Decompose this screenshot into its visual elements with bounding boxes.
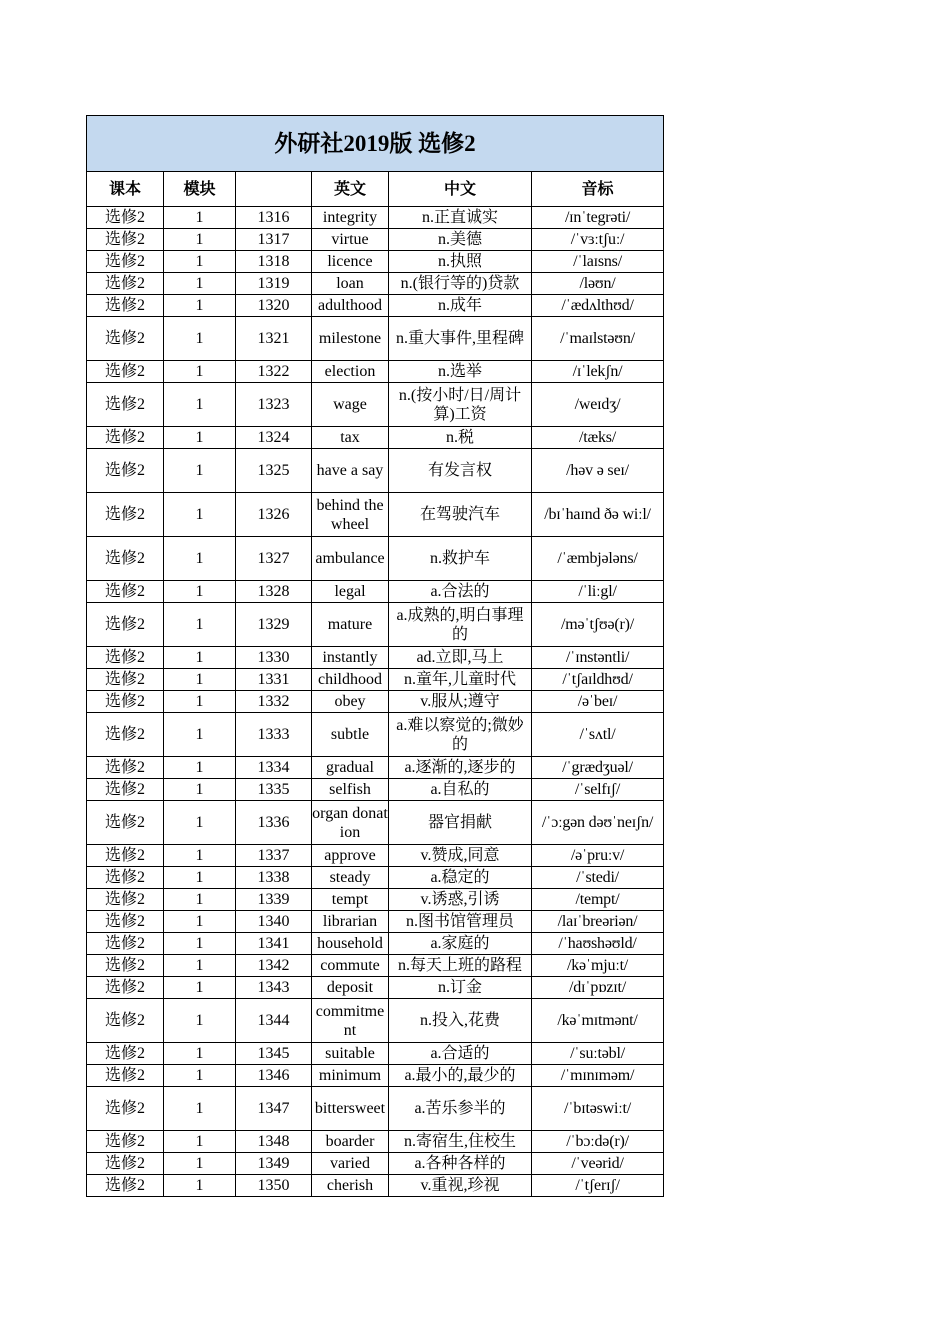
cell-phonetic: /ˈtʃaɪldhʊd/ [532, 669, 664, 691]
cell-english: instantly [312, 647, 389, 669]
table-row [87, 845, 664, 867]
cell-number: 1336 [236, 801, 312, 845]
cell-chinese: a.苦乐参半的 [389, 1087, 532, 1131]
cell-module: 1 [164, 1153, 236, 1175]
table-row [87, 1153, 664, 1175]
table-row [87, 1065, 664, 1087]
cell-number: 1334 [236, 757, 312, 779]
cell-chinese: n.税 [389, 427, 532, 449]
cell-book: 选修2 [87, 757, 164, 779]
header-chinese: 中文 [389, 172, 532, 207]
cell-phonetic: /əˈbeɪ/ [532, 691, 664, 713]
cell-phonetic: /ˈlaɪsns/ [532, 251, 664, 273]
cell-phonetic: /ˈbɔːdə(r)/ [532, 1131, 664, 1153]
cell-english: subtle [312, 713, 389, 757]
cell-phonetic: /ˈɔːgən dəʊˈneɪʃn/ [532, 801, 664, 845]
cell-english: childhood [312, 669, 389, 691]
table-row [87, 999, 664, 1043]
cell-book: 选修2 [87, 647, 164, 669]
cell-english: approve [312, 845, 389, 867]
cell-book: 选修2 [87, 779, 164, 801]
cell-book: 选修2 [87, 317, 164, 361]
cell-book: 选修2 [87, 229, 164, 251]
cell-phonetic: /laɪˈbreəriən/ [532, 911, 664, 933]
cell-english: varied [312, 1153, 389, 1175]
cell-english: legal [312, 581, 389, 603]
cell-module: 1 [164, 1065, 236, 1087]
cell-number: 1339 [236, 889, 312, 911]
cell-phonetic: /kəˈmjuːt/ [532, 955, 664, 977]
cell-phonetic: /ˈɪnstəntli/ [532, 647, 664, 669]
table-row [87, 867, 664, 889]
cell-phonetic: /tempt/ [532, 889, 664, 911]
cell-chinese: n.美德 [389, 229, 532, 251]
cell-english: commitment [312, 999, 389, 1043]
table-row [87, 757, 664, 779]
cell-chinese: n.重大事件,里程碑 [389, 317, 532, 361]
cell-number: 1341 [236, 933, 312, 955]
cell-number: 1317 [236, 229, 312, 251]
cell-english: steady [312, 867, 389, 889]
cell-number: 1346 [236, 1065, 312, 1087]
table-row [87, 603, 664, 647]
vocab-table [86, 115, 664, 1197]
cell-module: 1 [164, 1131, 236, 1153]
cell-chinese: ad.立即,马上 [389, 647, 532, 669]
cell-chinese: a.家庭的 [389, 933, 532, 955]
cell-chinese: 在驾驶汽车 [389, 493, 532, 537]
cell-number: 1322 [236, 361, 312, 383]
table-row [87, 449, 664, 493]
cell-english: obey [312, 691, 389, 713]
cell-english: librarian [312, 911, 389, 933]
cell-english: adulthood [312, 295, 389, 317]
table-row [87, 1043, 664, 1065]
cell-number: 1329 [236, 603, 312, 647]
cell-phonetic: /ˈveərid/ [532, 1153, 664, 1175]
cell-phonetic: /ɪˈlekʃn/ [532, 361, 664, 383]
cell-module: 1 [164, 889, 236, 911]
table-row [87, 229, 664, 251]
cell-book: 选修2 [87, 449, 164, 493]
cell-phonetic: /bɪˈhaɪnd ðə wiːl/ [532, 493, 664, 537]
cell-book: 选修2 [87, 713, 164, 757]
cell-module: 1 [164, 317, 236, 361]
cell-book: 选修2 [87, 977, 164, 999]
cell-english: boarder [312, 1131, 389, 1153]
cell-module: 1 [164, 427, 236, 449]
cell-module: 1 [164, 691, 236, 713]
cell-module: 1 [164, 867, 236, 889]
cell-number: 1350 [236, 1175, 312, 1197]
cell-module: 1 [164, 955, 236, 977]
cell-book: 选修2 [87, 207, 164, 229]
header-number [236, 172, 312, 207]
cell-book: 选修2 [87, 1153, 164, 1175]
cell-phonetic: /ɪnˈtegrəti/ [532, 207, 664, 229]
cell-number: 1321 [236, 317, 312, 361]
cell-book: 选修2 [87, 581, 164, 603]
table-row [87, 713, 664, 757]
cell-book: 选修2 [87, 295, 164, 317]
cell-phonetic: /ˈselfɪʃ/ [532, 779, 664, 801]
cell-book: 选修2 [87, 691, 164, 713]
cell-phonetic: /ˈliːgl/ [532, 581, 664, 603]
cell-english: election [312, 361, 389, 383]
cell-chinese: n.执照 [389, 251, 532, 273]
table-row [87, 251, 664, 273]
cell-number: 1324 [236, 427, 312, 449]
cell-phonetic: /dɪˈpɒzɪt/ [532, 977, 664, 999]
cell-english: suitable [312, 1043, 389, 1065]
table-row [87, 955, 664, 977]
cell-chinese: n.寄宿生,住校生 [389, 1131, 532, 1153]
cell-number: 1332 [236, 691, 312, 713]
cell-module: 1 [164, 647, 236, 669]
cell-module: 1 [164, 603, 236, 647]
cell-phonetic: /ˈædʌlthʊd/ [532, 295, 664, 317]
cell-chinese: a.稳定的 [389, 867, 532, 889]
table-row [87, 1175, 664, 1197]
cell-english: have a say [312, 449, 389, 493]
cell-chinese: a.合法的 [389, 581, 532, 603]
table-row [87, 383, 664, 427]
cell-chinese: n.每天上班的路程 [389, 955, 532, 977]
cell-chinese: n.童年,儿童时代 [389, 669, 532, 691]
cell-book: 选修2 [87, 273, 164, 295]
cell-chinese: a.难以察觉的;微妙的 [389, 713, 532, 757]
title-row [87, 116, 664, 172]
cell-chinese: a.各种各样的 [389, 1153, 532, 1175]
cell-phonetic: /ˈstedi/ [532, 867, 664, 889]
table-row [87, 493, 664, 537]
cell-book: 选修2 [87, 1043, 164, 1065]
cell-number: 1323 [236, 383, 312, 427]
table-row [87, 779, 664, 801]
cell-module: 1 [164, 581, 236, 603]
cell-english: gradual [312, 757, 389, 779]
table-body [87, 207, 664, 1197]
cell-english: cherish [312, 1175, 389, 1197]
cell-english: selfish [312, 779, 389, 801]
cell-english: behind the wheel [312, 493, 389, 537]
cell-book: 选修2 [87, 1087, 164, 1131]
cell-number: 1320 [236, 295, 312, 317]
cell-book: 选修2 [87, 845, 164, 867]
cell-english: milestone [312, 317, 389, 361]
table-row [87, 691, 664, 713]
cell-module: 1 [164, 273, 236, 295]
cell-module: 1 [164, 361, 236, 383]
cell-module: 1 [164, 933, 236, 955]
cell-chinese: v.诱惑,引诱 [389, 889, 532, 911]
table-row [87, 647, 664, 669]
cell-book: 选修2 [87, 801, 164, 845]
cell-book: 选修2 [87, 911, 164, 933]
table-row [87, 977, 664, 999]
cell-number: 1342 [236, 955, 312, 977]
cell-chinese: v.服从;遵守 [389, 691, 532, 713]
cell-phonetic: /həv ə seɪ/ [532, 449, 664, 493]
cell-module: 1 [164, 845, 236, 867]
cell-number: 1349 [236, 1153, 312, 1175]
cell-chinese: n.救护车 [389, 537, 532, 581]
cell-english: loan [312, 273, 389, 295]
cell-phonetic: /ˈhaʊshəʊld/ [532, 933, 664, 955]
header-module: 模块 [164, 172, 236, 207]
cell-book: 选修2 [87, 889, 164, 911]
cell-module: 1 [164, 251, 236, 273]
cell-number: 1335 [236, 779, 312, 801]
cell-chinese: a.逐渐的,逐步的 [389, 757, 532, 779]
cell-number: 1318 [236, 251, 312, 273]
table-row [87, 889, 664, 911]
cell-phonetic: /ˈæmbjələns/ [532, 537, 664, 581]
cell-module: 1 [164, 801, 236, 845]
cell-module: 1 [164, 493, 236, 537]
table-title: 外研社2019版 选修2 [87, 116, 664, 172]
cell-book: 选修2 [87, 1175, 164, 1197]
cell-module: 1 [164, 383, 236, 427]
cell-phonetic: /weɪdʒ/ [532, 383, 664, 427]
cell-english: tempt [312, 889, 389, 911]
cell-number: 1327 [236, 537, 312, 581]
cell-chinese: a.自私的 [389, 779, 532, 801]
cell-chinese: n.图书馆管理员 [389, 911, 532, 933]
cell-phonetic: /məˈtʃʊə(r)/ [532, 603, 664, 647]
cell-number: 1338 [236, 867, 312, 889]
cell-book: 选修2 [87, 493, 164, 537]
cell-phonetic: /ˈmaɪlstəʊn/ [532, 317, 664, 361]
cell-english: deposit [312, 977, 389, 999]
table-row [87, 295, 664, 317]
cell-phonetic: /ləʊn/ [532, 273, 664, 295]
cell-module: 1 [164, 229, 236, 251]
cell-book: 选修2 [87, 1131, 164, 1153]
cell-phonetic: /əˈpruːv/ [532, 845, 664, 867]
cell-number: 1326 [236, 493, 312, 537]
cell-phonetic: /kəˈmɪtmənt/ [532, 999, 664, 1043]
cell-module: 1 [164, 713, 236, 757]
cell-module: 1 [164, 1087, 236, 1131]
cell-book: 选修2 [87, 669, 164, 691]
cell-chinese: n.(按小时/日/周计算)工资 [389, 383, 532, 427]
header-row [87, 172, 664, 207]
table-row [87, 273, 664, 295]
cell-number: 1331 [236, 669, 312, 691]
cell-english: organ donation [312, 801, 389, 845]
cell-chinese: a.最小的,最少的 [389, 1065, 532, 1087]
cell-chinese: n.选举 [389, 361, 532, 383]
cell-number: 1316 [236, 207, 312, 229]
header-book: 课本 [87, 172, 164, 207]
cell-book: 选修2 [87, 955, 164, 977]
cell-number: 1333 [236, 713, 312, 757]
cell-english: licence [312, 251, 389, 273]
cell-book: 选修2 [87, 933, 164, 955]
header-phonetic: 音标 [532, 172, 664, 207]
table-row [87, 911, 664, 933]
cell-english: household [312, 933, 389, 955]
cell-phonetic: /ˈsʌtl/ [532, 713, 664, 757]
table-row [87, 317, 664, 361]
cell-phonetic: /ˈtʃerɪʃ/ [532, 1175, 664, 1197]
cell-english: mature [312, 603, 389, 647]
cell-phonetic: /ˈvɜːtʃuː/ [532, 229, 664, 251]
cell-number: 1330 [236, 647, 312, 669]
table-row [87, 669, 664, 691]
cell-module: 1 [164, 911, 236, 933]
cell-chinese: v.重视,珍视 [389, 1175, 532, 1197]
cell-phonetic: /ˈsuːtəbl/ [532, 1043, 664, 1065]
cell-number: 1337 [236, 845, 312, 867]
table-row [87, 1087, 664, 1131]
cell-phonetic: /ˈmɪnɪməm/ [532, 1065, 664, 1087]
cell-book: 选修2 [87, 383, 164, 427]
cell-book: 选修2 [87, 603, 164, 647]
cell-chinese: n.(银行等的)贷款 [389, 273, 532, 295]
table-row [87, 933, 664, 955]
table-row [87, 207, 664, 229]
cell-module: 1 [164, 295, 236, 317]
cell-number: 1325 [236, 449, 312, 493]
cell-english: minimum [312, 1065, 389, 1087]
cell-module: 1 [164, 977, 236, 999]
cell-book: 选修2 [87, 537, 164, 581]
cell-chinese: n.正直诚实 [389, 207, 532, 229]
cell-english: wage [312, 383, 389, 427]
cell-module: 1 [164, 757, 236, 779]
cell-number: 1348 [236, 1131, 312, 1153]
cell-chinese: n.成年 [389, 295, 532, 317]
cell-module: 1 [164, 999, 236, 1043]
cell-number: 1319 [236, 273, 312, 295]
table-row [87, 581, 664, 603]
table-row [87, 801, 664, 845]
cell-chinese: 器官捐献 [389, 801, 532, 845]
cell-number: 1328 [236, 581, 312, 603]
cell-chinese: 有发言权 [389, 449, 532, 493]
cell-chinese: v.赞成,同意 [389, 845, 532, 867]
cell-english: bittersweet [312, 1087, 389, 1131]
cell-chinese: n.订金 [389, 977, 532, 999]
cell-phonetic: /ˈbɪtəswiːt/ [532, 1087, 664, 1131]
cell-module: 1 [164, 207, 236, 229]
cell-module: 1 [164, 669, 236, 691]
cell-book: 选修2 [87, 867, 164, 889]
cell-phonetic: /ˈgrædʒuəl/ [532, 757, 664, 779]
cell-book: 选修2 [87, 251, 164, 273]
cell-module: 1 [164, 779, 236, 801]
cell-chinese: a.合适的 [389, 1043, 532, 1065]
cell-chinese: a.成熟的,明白事理的 [389, 603, 532, 647]
cell-book: 选修2 [87, 1065, 164, 1087]
cell-number: 1345 [236, 1043, 312, 1065]
cell-book: 选修2 [87, 361, 164, 383]
cell-module: 1 [164, 1175, 236, 1197]
table-row [87, 537, 664, 581]
header-english: 英文 [312, 172, 389, 207]
cell-number: 1340 [236, 911, 312, 933]
cell-phonetic: /tæks/ [532, 427, 664, 449]
cell-book: 选修2 [87, 427, 164, 449]
cell-module: 1 [164, 449, 236, 493]
cell-english: ambulance [312, 537, 389, 581]
cell-english: virtue [312, 229, 389, 251]
cell-english: commute [312, 955, 389, 977]
cell-book: 选修2 [87, 999, 164, 1043]
table-row [87, 361, 664, 383]
table-row [87, 1131, 664, 1153]
cell-module: 1 [164, 537, 236, 581]
cell-module: 1 [164, 1043, 236, 1065]
cell-number: 1347 [236, 1087, 312, 1131]
table-row [87, 427, 664, 449]
cell-number: 1343 [236, 977, 312, 999]
cell-number: 1344 [236, 999, 312, 1043]
cell-english: tax [312, 427, 389, 449]
cell-chinese: n.投入,花费 [389, 999, 532, 1043]
cell-english: integrity [312, 207, 389, 229]
